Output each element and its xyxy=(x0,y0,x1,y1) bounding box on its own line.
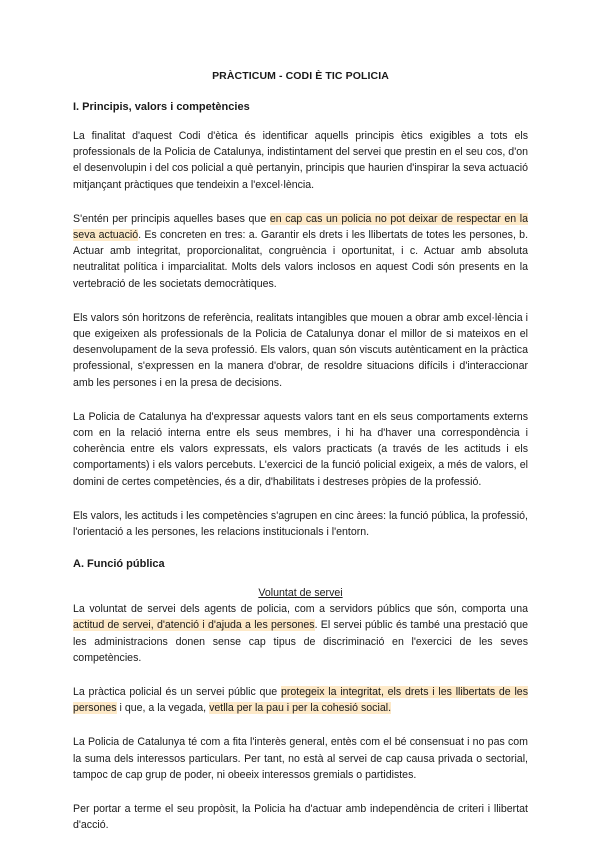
paragraph-police-values: La Policia de Catalunya ha d'expressar aquests valors tant en els seus comportaments externs com en la relació interna entre els seus membres, i hi ha d'haver una correspondència i coherència entre els valors expressats, els valors practicats (a través de les actituds i els comportaments) i els valors percebuts. L'exercici de la funció policial exigeix, a més de valors, el domini de certes competències, és a dir, d'habilitats i destreses pròpies de la professió. xyxy=(73,410,528,488)
paragraph-areas: Els valors, les actituds i les competències s'agrupen en cinc àrees: la funció pública, la professió, l'orientació a les persones, les relacions institucionals i l'entorn. xyxy=(73,509,528,539)
paragraph-text: . Es concreten en tres: a. Garantir els drets i les llibertats de totes les persones, b. Actuar amb integritat, proporcionalitat, congruència i oportunitat, i c. Actuar amb absoluta neutralitat política i imparcialitat. Molts dels valors inclosos en aquest Codi són presents en la vertebració de les societats democràtiques. xyxy=(73,229,529,290)
highlighted-text: vetlla per la pau i per la cohesió social. xyxy=(209,702,392,715)
paragraph-principles xyxy=(73,211,528,292)
paragraph-general-interest: La Policia de Catalunya té com a fita l'interès general, entès com el bé consensuat i no pas com la suma dels interessos particulars. Per tant, no està al servei de cap causa privada o sectorial, tampoc de cap grup de poder, ni obeeix interessos gremials o partidistes. xyxy=(73,736,528,781)
paragraph-text: S'entén per principis aquelles bases que xyxy=(73,212,270,225)
paragraph-police-practice xyxy=(73,684,528,716)
highlighted-text: en cap cas un policia no pot deixar de respectar en la seva actuació xyxy=(73,212,528,242)
paragraph-values: Els valors són horitzons de referència, realitats intangibles que mouen a obrar amb excel·lència i que exigeixen als professionals de la Policia de Catalunya donar el millor de si mateixos en el desenvolupament de la seva professió. Els valors, quan són viscuts autènticament en la pràctica professional, s'expressen en la manera d'obrar, de resoldre situacions difícils i d'interaccionar amb les persones i en la presa de decisions. xyxy=(73,311,528,389)
paragraph-purpose: La finalitat d'aquest Codi d'ètica és identificar aquells principis ètics exigibles a tots els professionals de la Policia de Catalunya, indistintament del servei que prestin en el seu cos, d'on el desenvolupin i del cos policial a què pertanyin, principis que haurien d'inspirar la seva actuació mitjançant pràctiques que tendeixin a l'excel·lència. xyxy=(73,130,528,191)
paragraph-text: La voluntat de servei dels agents de policia, com a servidors públics que són, comporta una xyxy=(73,603,528,616)
paragraph-independence: Per portar a terme el seu propòsit, la Policia ha d'actuar amb independència de criteri i llibertat d'acció. xyxy=(73,803,528,832)
paragraph-text: i que, a la vegada, xyxy=(116,702,210,715)
paragraph-text: La pràctica policial és un servei públic que xyxy=(73,686,281,699)
paragraph-text: . El servei públic és també una prestació que les administracions donen sense cap tipus de discriminació en l'exercici de les seves competències. xyxy=(73,619,528,664)
highlighted-text: actitud de servei, d'atenció i d'ajuda a les persones xyxy=(73,619,315,632)
document-title: PRÀCTICUM - CODI È TIC POLICIA xyxy=(212,70,389,82)
section-heading-public-function: A. Funció pública xyxy=(73,558,165,571)
highlighted-text: protegeix la integritat, els drets i les llibertats de les persones xyxy=(73,686,529,715)
subheading-service: Voluntat de servei xyxy=(258,587,343,600)
paragraph-service-will xyxy=(73,601,528,666)
section-heading-principles: I. Principis, valors i competències xyxy=(73,101,250,113)
